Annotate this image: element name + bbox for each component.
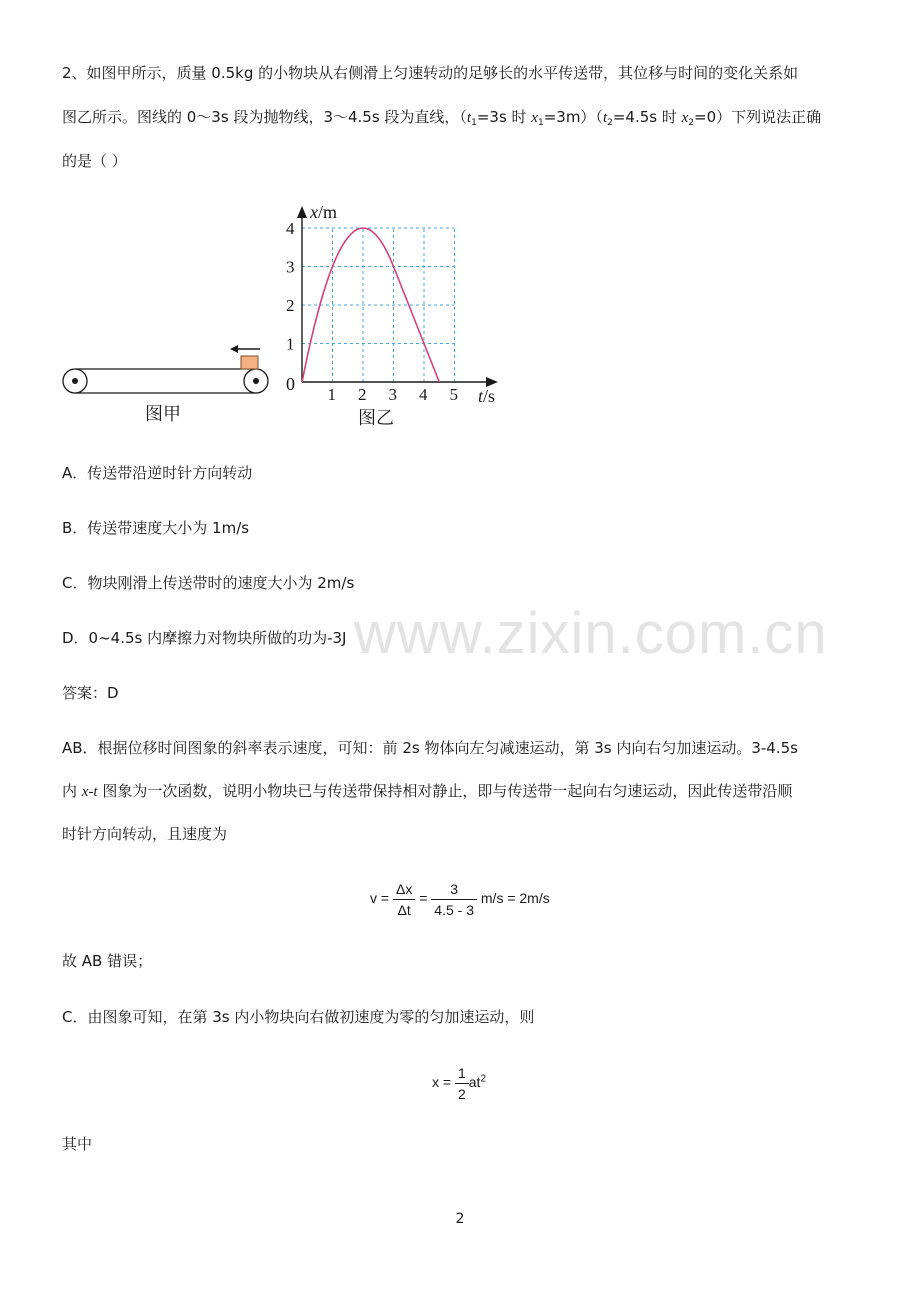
x-tick-label: 5 xyxy=(449,385,458,404)
x-tick-label: 4 xyxy=(419,385,428,404)
y-axis-label: x/m xyxy=(310,202,338,222)
question-line-3: 的是（ ） xyxy=(62,152,127,170)
y-tick-label: 4 xyxy=(286,219,295,238)
option-d: D．0~4.5s 内摩擦力对物块所做的功为-3J xyxy=(62,629,347,647)
page-number: 2 xyxy=(455,1211,465,1227)
explanation-option-c: C．由图象可知，在第 3s 内小物块向右做初速度为零的匀加速运动，则 xyxy=(62,1008,535,1026)
watermark: www.zixin.com.cn xyxy=(354,601,828,666)
explanation-line-2: 内 x-t 图象为一次函数，说明小物块已与传送带保持相对静止，即与传送带一起向右匀速运动，因此传送带沿顺 xyxy=(62,782,793,800)
figure-a-caption: 图甲 xyxy=(145,404,181,424)
chart-grid xyxy=(302,228,455,382)
x-tick-label: 1 xyxy=(327,385,336,404)
origin-label: 0 xyxy=(286,374,295,394)
explanation-line-1: AB．根据位移时间图象的斜率表示速度，可知：前 2s 物体向左匀减速运动，第 3s 内向右匀加速运动。3-4.5s xyxy=(62,739,798,757)
y-tick-label: 2 xyxy=(286,296,295,315)
figure-xt-graph xyxy=(280,198,520,430)
displacement-formula: x = $\frac{1}{2}$ $at^2$ xyxy=(432,1065,487,1102)
option-a: A．传送带沿逆时针方向转动 xyxy=(62,464,253,482)
answer: 答案：D xyxy=(62,684,119,702)
x-tick-label: 3 xyxy=(388,385,397,404)
y-axis-arrow xyxy=(297,206,307,218)
option-c: C．物块刚滑上传送带时的速度大小为 2m/s xyxy=(62,574,355,592)
figure-b-caption: 图乙 xyxy=(358,408,394,428)
block xyxy=(241,356,258,369)
explanation-conclusion: 故 AB 错误； xyxy=(62,952,153,970)
y-tick-label: 1 xyxy=(286,334,295,354)
x-axis-label: t/s xyxy=(478,386,496,406)
x-tick-label: 2 xyxy=(358,385,367,404)
question-line-2: 图乙所示。图线的 0～3s 段为抛物线，3～4.5s 段为直线，（$t_1=3s$ 时 $x_1=3m)(t_2=4.5s$ 时 $x_2=0$）下列说法正确 xyxy=(62,108,822,128)
explanation-line-3: 时针方向转动，且速度为 xyxy=(62,825,228,843)
velocity-formula: v = $\frac{\Delta x}{\Delta t}$ = $\frac{3}{4.5 - 3}$ m/s = 2m/s xyxy=(370,881,550,918)
explanation-where: 其中 xyxy=(62,1135,93,1153)
question-line-1: 2、如图甲所示，质量 0.5kg 的小物块从右侧滑上匀速转动的足够长的水平传送带，其位移与时间的变化关系如 xyxy=(62,64,799,82)
figure-conveyor-belt xyxy=(60,340,280,430)
y-tick-label: 3 xyxy=(286,257,295,277)
option-b: B．传送带速度大小为 1m/s xyxy=(62,519,250,537)
